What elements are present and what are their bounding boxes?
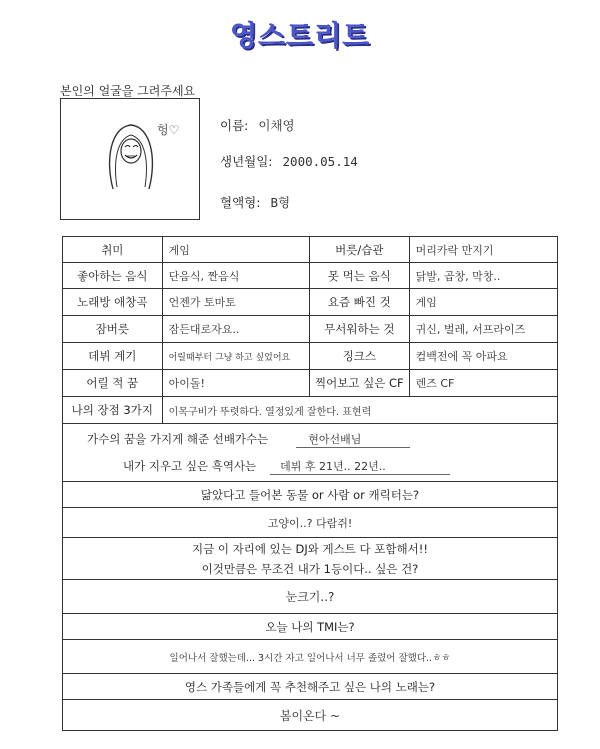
q4-answer: 봄이온다 ~ [279,708,341,723]
row-label: 좋아하는 음식 [63,263,163,288]
row-label: 노래방 애창곡 [63,289,163,315]
row-value: 렌즈 CF [415,377,455,390]
row-label: 잠버릇 [63,316,163,342]
row-value: 게임 [415,296,437,309]
senior-value: 현아선배님 [296,431,410,448]
row-value: 게임 [163,237,310,262]
row-value: 귀신, 벌레, 서프라이즈 [415,323,526,336]
row-label: 징크스 [310,343,410,369]
row-label: 어릴 적 꿈 [63,370,163,396]
q1-question: 닮았다고 들어본 동물 or 사람 or 캐릭터는? [200,487,420,502]
table-row [63,397,557,424]
table-row [63,263,557,289]
strengths-value: 이목구비가 뚜렷하다. 열정있게 잘한다. 표현력 [168,406,372,418]
row-value: 컴백전에 꼭 아파요 [415,350,508,363]
row-label: 취미 [63,237,163,262]
face-drawing-icon [61,99,201,221]
face-caption: 본인의 얼굴을 그려주세요 [60,84,196,98]
row-value: 잠든대로자요.. [163,316,310,342]
table-row [63,508,557,538]
table-row [63,580,557,614]
table-row [63,674,557,700]
table-row [63,343,557,370]
blood-line [220,193,290,211]
table-row [63,316,557,343]
table-row [63,614,557,640]
face-drawing-box [60,98,200,220]
history-value: 데뷔 후 21년.. 22년.. [270,458,450,475]
birth-label: 생년월일: [220,154,273,169]
face-note: 헝♡ [157,123,180,137]
senior-label: 가수의 꿈을 가지게 해준 선배가수는 [87,431,269,446]
birth-value: 2000.05.14 [282,154,358,169]
name-label: 이름: [220,118,249,133]
q2-question-line1: 지금 이 자리에 있는 DJ와 게스트 다 포함해서!! [192,541,428,556]
history-label: 내가 지우고 싶은 흑역사는 [123,458,257,473]
row-value: 언젠가 토마토 [163,289,310,315]
row-label: 버릇/습관 [310,237,410,262]
questionnaire-table [62,236,558,731]
table-row [63,640,557,674]
table-row [63,482,557,508]
table-row [63,370,557,397]
q4-question: 영스 가족들에게 꼭 추천해주고 싶은 나의 노래는? [184,679,436,694]
table-row [63,700,557,730]
q1-answer: 고양이..? 다람쥐! [267,516,353,530]
q2-question-line2: 이것만큼은 무조건 내가 1등이다.. 싶은 건? [201,561,419,576]
blood-label: 혈액형: [220,195,261,210]
row-value: 머리카락 만지기 [415,243,494,257]
senior-history-block [63,424,557,482]
row-value: 닭발, 곱창, 막창.. [415,269,501,283]
logo-text: 영스트리트 [229,19,371,52]
strengths-label: 나의 장점 3가지 [63,397,163,423]
table-row [63,237,557,263]
logo [0,14,600,54]
birth-line [220,152,358,170]
row-label: 무서워하는 것 [310,316,410,342]
q3-question: 오늘 나의 TMI는? [265,619,355,634]
row-label: 데뷔 계기 [63,343,163,369]
row-label: 찍어보고 싶은 CF [310,370,410,396]
name-value: 이채영 [258,118,295,133]
row-label: 요즘 빠진 것 [310,289,410,315]
table-row [63,289,557,316]
blood-value: B형 [270,195,291,210]
row-value: 아이돌! [163,370,310,396]
q3-answer: 일어나서 잘했는데... 3시간 자고 일어나서 너무 졸렸어 잘했다..ㅎㅎ [169,652,451,664]
q2-answer: 눈크기..? [285,590,335,604]
row-label: 못 먹는 음식 [310,263,410,288]
table-row [63,538,557,580]
senior-line [87,431,557,448]
name-line [220,116,295,134]
history-line [87,458,557,475]
row-value: 단음식, 짠음식 [163,263,310,288]
row-value: 어릴때부터 그냥 하고 싶었어요 [163,343,310,369]
